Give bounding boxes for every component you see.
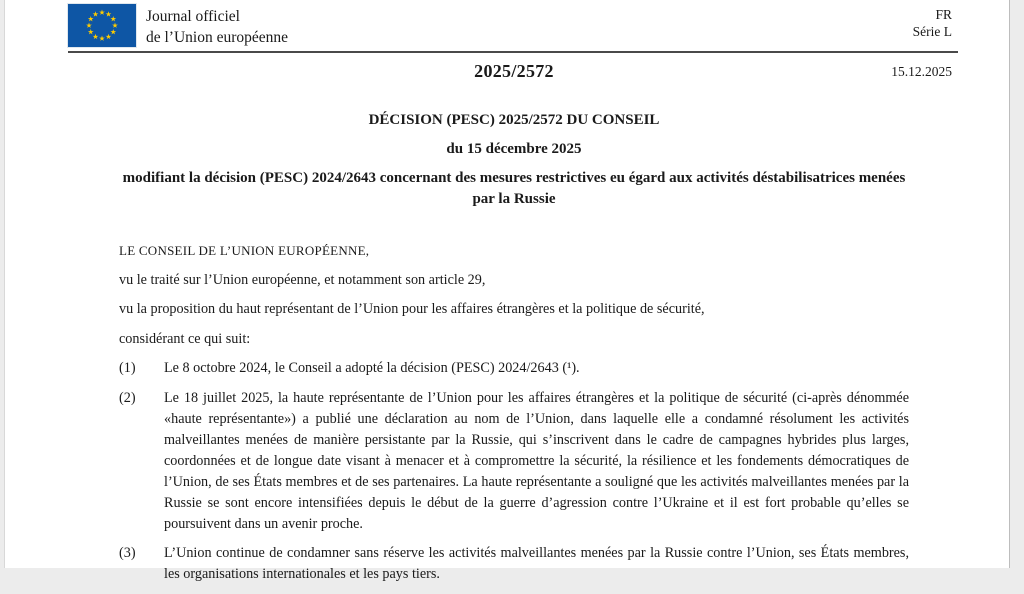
masthead-line2: de l’Union européenne [146, 28, 289, 46]
decision-title: DÉCISION (PESC) 2025/2572 DU CONSEIL [368, 112, 660, 128]
preamble-opening: LE CONSEIL DE L’UNION EUROPÉENNE, [119, 243, 370, 258]
document-page [4, 0, 1010, 582]
recital-text: Le 18 juillet 2025, la haute représentante de l’Union pour les affaires étrangères et la politique de sécurité (ci-après dénommée «haute représentante») a publié une déclaration au nom de l’Union, dans laquelle elle a condamné résolument les activités malveillantes menées de manière persistante par la Russie, qui s’inscrivent dans le cadre de campagnes hybrides plus larges, coordonnées et de longue date visant à menacer et à compromettre la sécurité, la résilience et les fondements démocratiques de l’Union, de ses États membres et de ses partenaires. La haute représentante a souligné que les activités malveillantes menées par la Russie se sont encore intensifiées depuis le début de la guerre d’agression contre l’Ukraine et il est fort probable qu’elles se poursuivent dans un avenir proche. [164, 389, 909, 532]
header-rule-divider [68, 51, 958, 53]
language-badge: FR [935, 7, 952, 22]
preamble [119, 240, 909, 594]
language-series-block [913, 7, 952, 40]
masthead [146, 7, 288, 48]
citation-line: vu la proposition du haut représentant de l’Union pour les affaires étrangères et la politique de sécurité, [119, 301, 705, 317]
recital-number: (1) [119, 360, 136, 376]
citation-line: considérant ce qui suit: [119, 330, 251, 347]
doc-date: 15.12.2025 [891, 64, 952, 79]
doc-number: 2025/2572 [474, 61, 554, 81]
recital-text: Le 8 octobre 2024, le Conseil a adopté la décision (PESC) 2024/2643 (¹). [164, 360, 580, 376]
decision-subtitle: modifiant la décision (PESC) 2024/2643 concernant des mesures restrictives eu égard aux activités déstabilisatrices menées par la Russie [122, 170, 906, 207]
decision-date-line: du 15 décembre 2025 [446, 141, 582, 157]
recital-row [119, 543, 909, 585]
recital-row [119, 388, 909, 535]
recital-number: (2) [119, 389, 136, 406]
masthead-line1: Journal officiel [146, 8, 240, 25]
recital-row [119, 358, 909, 379]
citation-line: vu le traité sur l’Union européenne, et notamment son article 29, [119, 271, 486, 288]
eu-flag-icon [68, 4, 136, 47]
recital-number: (3) [119, 545, 136, 561]
title-block [119, 110, 909, 210]
recital-text: L’Union continue de condamner sans réserve les activités malveillantes menées par la Russie contre l’Union, ses États membres, les organisations internationales et les pays tiers. [164, 545, 909, 582]
series-label: Série L [912, 23, 952, 39]
